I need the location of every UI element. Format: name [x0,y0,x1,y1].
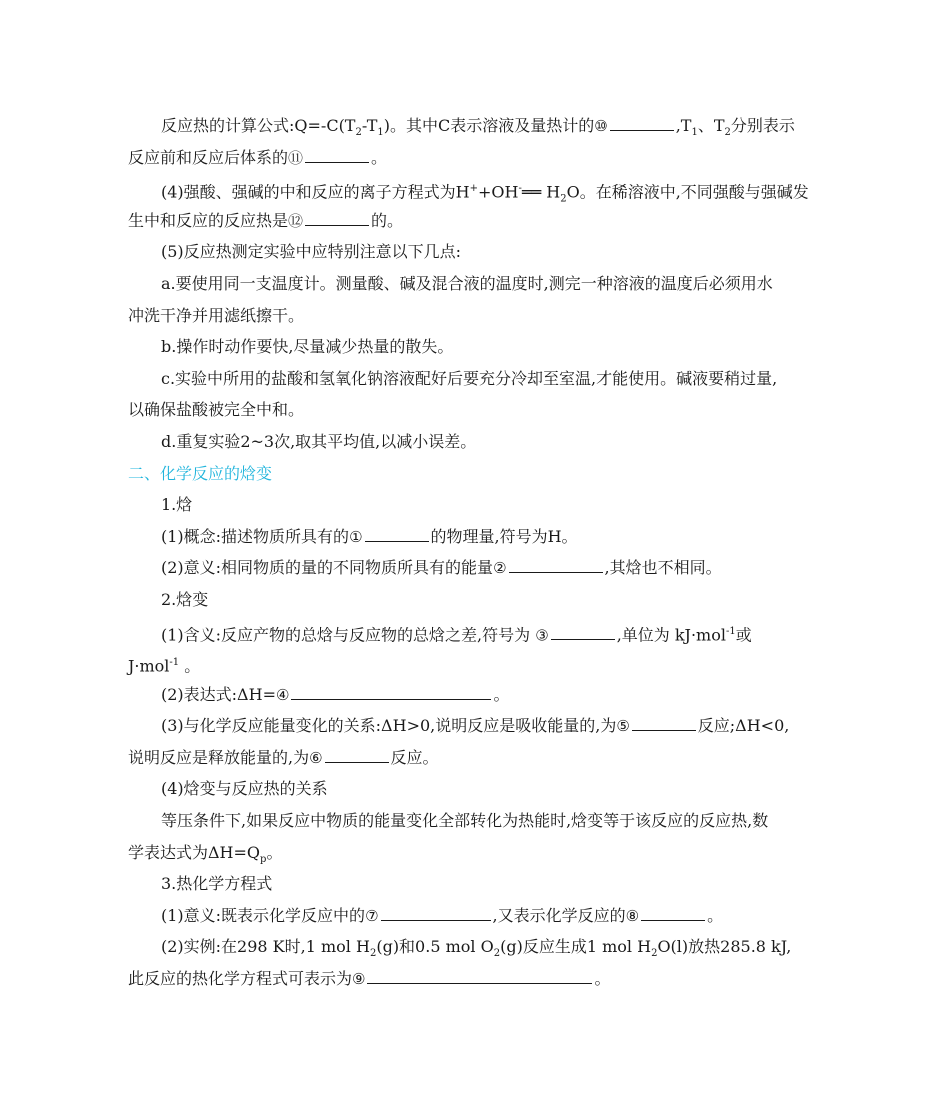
text-line: (4)焓变与反应热的关系 [161,779,328,799]
fill-blank[interactable] [641,902,705,921]
text-line: (1)含义:反应产物的总焓与反应物的总焓之差,符号为 ③ ,单位为 kJ·mol$^{-1}$或 [128,616,818,648]
text-line: 等压条件下,如果反应中物质的能量变化全部转化为热能时,焓变等于该反应的反应热,数 [161,811,769,831]
fill-blank[interactable] [367,965,592,984]
subsection-title: 3.热化学方程式 [161,874,273,894]
text-line: 反应热的计算公式$:Q=-C(T_2-T_1)$。其中C表示溶液及量热计的⑩ $,T_1$、$T_2$分别表示 [128,110,818,142]
subsection-title: 1.焓 [161,495,193,515]
text-line: (3)与化学反应能量变化的关系:ΔH>0,说明反应是吸收能量的,为⑤ 反应;ΔH<0, [128,710,818,742]
blank-marker: ⑩ [594,117,608,135]
text-line: c.实验中所用的盐酸和氢氧化钠溶液配好后要充分冷却至室温,才能使用。碱液要稍过量, [161,368,778,388]
blank-marker: ⑧ [625,906,640,925]
text-line: 冲洗干净并用滤纸擦干。 [128,305,305,325]
text-line: 反应前和反应后体系的⑪ 。 [128,142,818,174]
text-line: 说明反应是释放能量的,为⑥ 反应。 [128,742,818,774]
text-line: a.要使用同一支温度计。测量酸、碱及混合液的温度时,测完一种溶液的温度后必须用水 [161,273,773,293]
blank-marker: ③ [535,625,549,644]
text-line: 学表达式为$\Delta H=Q_p$。 [128,842,283,865]
text-line: (2)实例:在298 K时,1 mol $H_2(g)$和0.5 mol $O_2(g)$反应生成1 mol $H_2O(l)$放热285.8 kJ, [161,937,792,960]
fill-blank[interactable] [305,207,369,226]
blank-marker: ⑦ [365,906,379,925]
text-line: 此反应的热化学方程式可表示为⑨ 。 [128,963,818,995]
fill-blank[interactable] [381,902,491,921]
fill-blank[interactable] [291,681,491,700]
text-line: 生中和反应的反应热是⑫ 的。 [128,205,818,237]
text-line: (2)意义:相同物质的量的不同物质所具有的能量② ,其焓也不相同。 [128,552,818,584]
text-line: (4)强酸、强碱的中和反应的离子方程式为H++OH-══ $H_2O$。在稀溶液中,不同强酸与强碱发 [161,182,809,205]
fill-blank[interactable] [305,144,369,163]
text-line: d.重复实验2~3次,取其平均值,以减小误差。 [161,431,477,451]
blank-marker: ⑥ [309,748,323,767]
blank-marker: ④ [275,685,290,704]
fill-blank[interactable] [632,712,696,731]
blank-marker: ⑨ [352,970,366,989]
text-line: 以确保盐酸被完全中和。 [128,400,305,420]
fill-blank[interactable] [551,621,615,640]
fill-blank[interactable] [509,554,603,573]
blank-marker: ⑪ [288,148,304,167]
subsection-title: 2.焓变 [161,589,209,609]
text-line: J·mol$^{-1}$ 。 [128,656,201,676]
text-line: (5)反应热测定实验中应特别注意以下几点: [161,242,462,262]
fill-blank[interactable] [365,523,429,542]
section-heading: 二、化学反应的焓变 [128,463,273,483]
text-line: b.操作时动作要快,尽量减少热量的散失。 [161,337,454,357]
text-line: (2)表达式:ΔH=④ 。 [128,679,818,711]
text-line: (1)概念:描述物质所具有的① 的物理量,符号为H。 [128,521,818,553]
fill-blank[interactable] [610,112,674,131]
text-line: (1)意义:既表示化学反应中的⑦ ,又表示化学反应的⑧ 。 [128,900,818,932]
blank-marker: ② [493,559,507,578]
blank-marker: ⑤ [616,717,630,736]
document-body [128,110,818,995]
fill-blank[interactable] [325,744,389,763]
blank-marker: ⑫ [288,211,304,230]
blank-marker: ① [349,527,363,546]
